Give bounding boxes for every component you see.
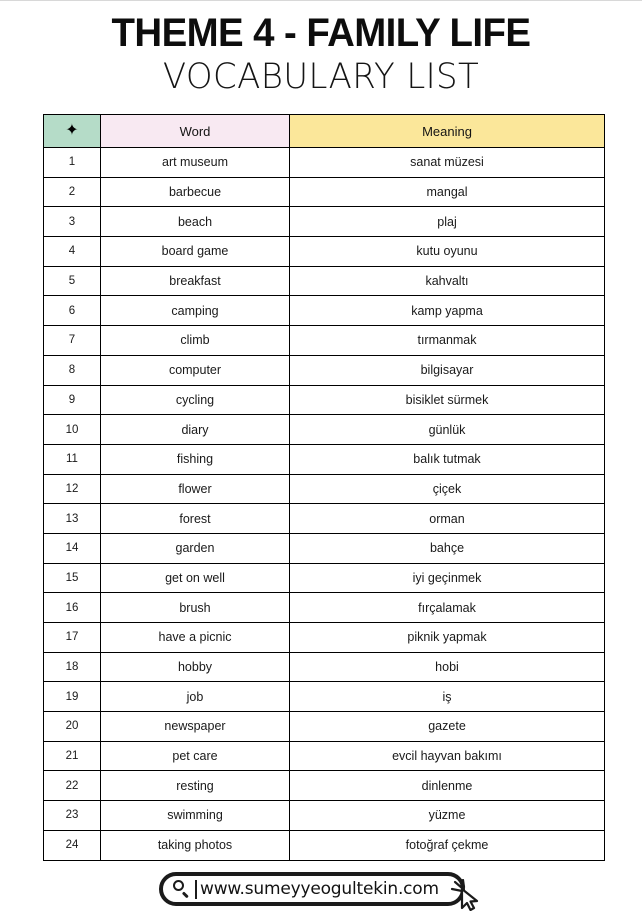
row-number: 16 (44, 593, 101, 623)
column-header-meaning: Meaning (290, 115, 605, 148)
row-number: 1 (44, 148, 101, 178)
row-meaning: kahvaltı (290, 266, 605, 296)
row-meaning: bilgisayar (290, 355, 605, 385)
row-number: 20 (44, 712, 101, 742)
row-word: fishing (101, 444, 290, 474)
row-number: 2 (44, 177, 101, 207)
row-meaning: gazete (290, 712, 605, 742)
row-word: beach (101, 207, 290, 237)
row-meaning: hobi (290, 652, 605, 682)
table-row (44, 741, 605, 771)
row-meaning: fırçalamak (290, 593, 605, 623)
row-meaning: dinlenme (290, 771, 605, 801)
row-word: newspaper (101, 712, 290, 742)
row-word: swimming (101, 801, 290, 831)
row-number: 13 (44, 504, 101, 534)
row-number: 24 (44, 830, 101, 860)
row-word: art museum (101, 148, 290, 178)
row-word: hobby (101, 652, 290, 682)
row-meaning: yüzme (290, 801, 605, 831)
row-number: 7 (44, 326, 101, 356)
row-word: resting (101, 771, 290, 801)
table-body (44, 148, 605, 861)
column-header-word: Word (101, 115, 290, 148)
sparkle-star-icon: ✦ (65, 122, 79, 139)
row-word: get on well (101, 563, 290, 593)
row-meaning: fotoğraf çekme (290, 830, 605, 860)
table-row (44, 237, 605, 267)
table-row (44, 593, 605, 623)
row-number: 5 (44, 266, 101, 296)
row-number: 9 (44, 385, 101, 415)
table-row (44, 148, 605, 178)
row-word: barbecue (101, 177, 290, 207)
row-word: brush (101, 593, 290, 623)
row-meaning: kutu oyunu (290, 237, 605, 267)
row-meaning: iş (290, 682, 605, 712)
table-row (44, 444, 605, 474)
page-subtitle: VOCABULARY LIST (162, 57, 480, 97)
table-row (44, 563, 605, 593)
website-url: www.sumeyyeogultekin.com (200, 878, 439, 899)
row-meaning: tırmanmak (290, 326, 605, 356)
row-word: diary (101, 415, 290, 445)
website-search-pill[interactable] (159, 872, 465, 906)
row-number: 19 (44, 682, 101, 712)
row-meaning: kamp yapma (290, 296, 605, 326)
row-meaning: plaj (290, 207, 605, 237)
table-row (44, 623, 605, 653)
magnifier-icon (172, 880, 191, 899)
row-meaning: evcil hayvan bakımı (290, 741, 605, 771)
vocabulary-table-wrapper (43, 114, 604, 861)
row-word: job (101, 682, 290, 712)
row-meaning: orman (290, 504, 605, 534)
row-meaning: sanat müzesi (290, 148, 605, 178)
row-word: climb (101, 326, 290, 356)
row-number: 12 (44, 474, 101, 504)
row-word: flower (101, 474, 290, 504)
table-row (44, 682, 605, 712)
click-cursor-icon (449, 879, 483, 911)
row-number: 6 (44, 296, 101, 326)
row-number: 22 (44, 771, 101, 801)
table-row (44, 712, 605, 742)
row-number: 15 (44, 563, 101, 593)
row-word: pet care (101, 741, 290, 771)
row-meaning: piknik yapmak (290, 623, 605, 653)
table-row (44, 830, 605, 860)
row-word: board game (101, 237, 290, 267)
row-meaning: günlük (290, 415, 605, 445)
row-number: 10 (44, 415, 101, 445)
footer-watermark (0, 870, 642, 916)
title-block (0, 1, 642, 98)
row-number: 17 (44, 623, 101, 653)
table-row (44, 771, 605, 801)
row-meaning: bahçe (290, 533, 605, 563)
table-row (44, 504, 605, 534)
row-number: 4 (44, 237, 101, 267)
row-meaning: balık tutmak (290, 444, 605, 474)
row-number: 3 (44, 207, 101, 237)
row-word: taking photos (101, 830, 290, 860)
table-row (44, 266, 605, 296)
table-row (44, 652, 605, 682)
table-row (44, 801, 605, 831)
column-header-index (44, 115, 101, 148)
row-word: breakfast (101, 266, 290, 296)
table-row (44, 207, 605, 237)
row-number: 8 (44, 355, 101, 385)
table-row (44, 177, 605, 207)
table-header (44, 115, 605, 148)
row-number: 18 (44, 652, 101, 682)
row-meaning: mangal (290, 177, 605, 207)
table-row (44, 385, 605, 415)
table-row (44, 474, 605, 504)
row-word: computer (101, 355, 290, 385)
row-number: 23 (44, 801, 101, 831)
row-number: 14 (44, 533, 101, 563)
table-row (44, 533, 605, 563)
row-word: cycling (101, 385, 290, 415)
row-word: garden (101, 533, 290, 563)
table-row (44, 296, 605, 326)
table-header-row (44, 115, 605, 148)
table-row (44, 326, 605, 356)
row-word: have a picnic (101, 623, 290, 653)
text-caret (195, 880, 197, 899)
row-number: 21 (44, 741, 101, 771)
row-number: 11 (44, 444, 101, 474)
table-row (44, 415, 605, 445)
row-meaning: bisiklet sürmek (290, 385, 605, 415)
vocabulary-table (43, 114, 605, 861)
table-row (44, 355, 605, 385)
row-meaning: iyi geçinmek (290, 563, 605, 593)
row-meaning: çiçek (290, 474, 605, 504)
row-word: forest (101, 504, 290, 534)
page-title: THEME 4 - FAMILY LIFE (111, 11, 531, 55)
row-word: camping (101, 296, 290, 326)
